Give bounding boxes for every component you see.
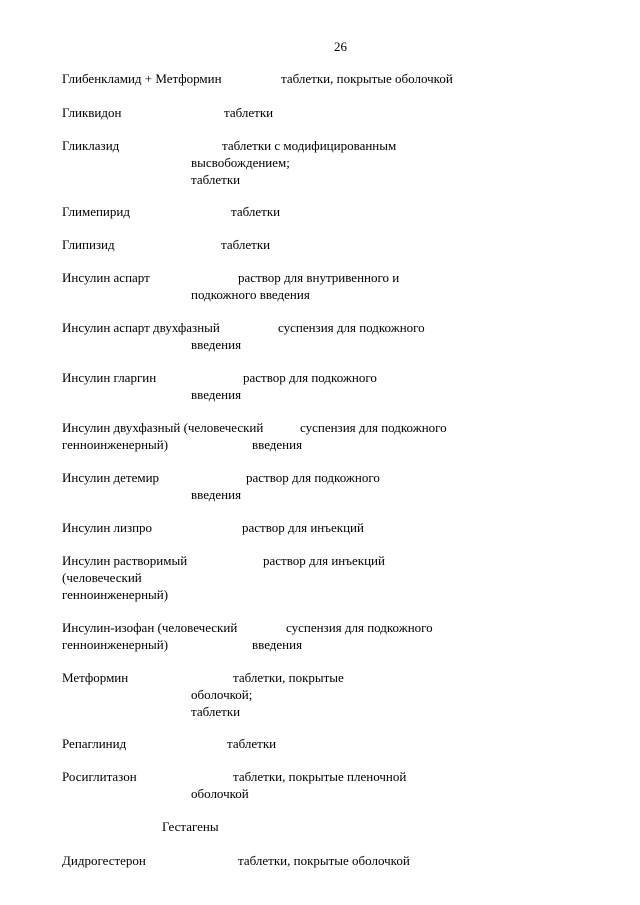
dosage-form: таблетки	[191, 172, 241, 187]
drug-name: Инсулин двухфазный (человеческий	[62, 420, 264, 435]
drug-name: Инсулин гларгин	[62, 370, 157, 385]
drug-name: генноинженерный)	[62, 437, 169, 452]
dosage-form: раствор для внутривенного и	[238, 270, 400, 285]
drug-name: Гликвидон	[62, 105, 122, 120]
dosage-form: оболочкой;	[191, 687, 253, 702]
dosage-form: введения	[191, 337, 242, 352]
dosage-form: введения	[191, 387, 242, 402]
dosage-form: раствор для подкожного	[243, 370, 377, 385]
dosage-form: таблетки, покрытые оболочкой	[281, 71, 453, 86]
drug-name: Инсулин аспарт	[62, 270, 150, 285]
page-number: 26	[334, 39, 347, 54]
dosage-form: оболочкой	[191, 786, 249, 801]
dosage-form: таблетки	[231, 204, 281, 219]
drug-name: Глимепирид	[62, 204, 130, 219]
dosage-form: таблетки, покрытые	[233, 670, 344, 685]
drug-name: (человеческий	[62, 570, 142, 585]
dosage-form: таблетки, покрытые пленочной	[233, 769, 407, 784]
dosage-form: раствор для подкожного	[246, 470, 380, 485]
dosage-form: суспензия для подкожного	[278, 320, 425, 335]
drug-name: Гликлазид	[62, 138, 120, 153]
dosage-form: таблетки	[221, 237, 271, 252]
dosage-form: подкожного введения	[191, 287, 310, 302]
drug-name: Глибенкламид + Метформин	[62, 71, 222, 86]
drug-name: генноинженерный)	[62, 587, 169, 602]
drug-name: Инсулин детемир	[62, 470, 160, 485]
drug-name: Инсулин-изофан (человеческий	[62, 620, 238, 635]
drug-name: Инсулин аспарт двухфазный	[62, 320, 220, 335]
dosage-form: таблетки	[224, 105, 274, 120]
dosage-form: таблетки	[191, 704, 241, 719]
dosage-form: таблетки, покрытые оболочкой	[238, 853, 410, 868]
dosage-form: таблетки	[227, 736, 277, 751]
dosage-form: введения	[252, 637, 303, 652]
dosage-form: суспензия для подкожного	[300, 420, 447, 435]
drug-name: Инсулин растворимый	[62, 553, 188, 568]
drug-name: Инсулин лизпро	[62, 520, 153, 535]
section-heading: Гестагены	[162, 819, 219, 834]
dosage-form: раствор для инъекций	[242, 520, 364, 535]
dosage-form: таблетки с модифицированным	[222, 138, 397, 153]
drug-name: Метформин	[62, 670, 129, 685]
drug-name: Дидрогестерон	[62, 853, 146, 868]
dosage-form: введения	[191, 487, 242, 502]
dosage-form: суспензия для подкожного	[286, 620, 433, 635]
dosage-form: введения	[252, 437, 303, 452]
drug-name: генноинженерный)	[62, 637, 169, 652]
dosage-form: высвобождением;	[191, 155, 290, 170]
drug-name: Репаглинид	[62, 736, 127, 751]
drug-name: Росиглитазон	[62, 769, 137, 784]
drug-name: Глипизид	[62, 237, 115, 252]
dosage-form: раствор для инъекций	[263, 553, 385, 568]
